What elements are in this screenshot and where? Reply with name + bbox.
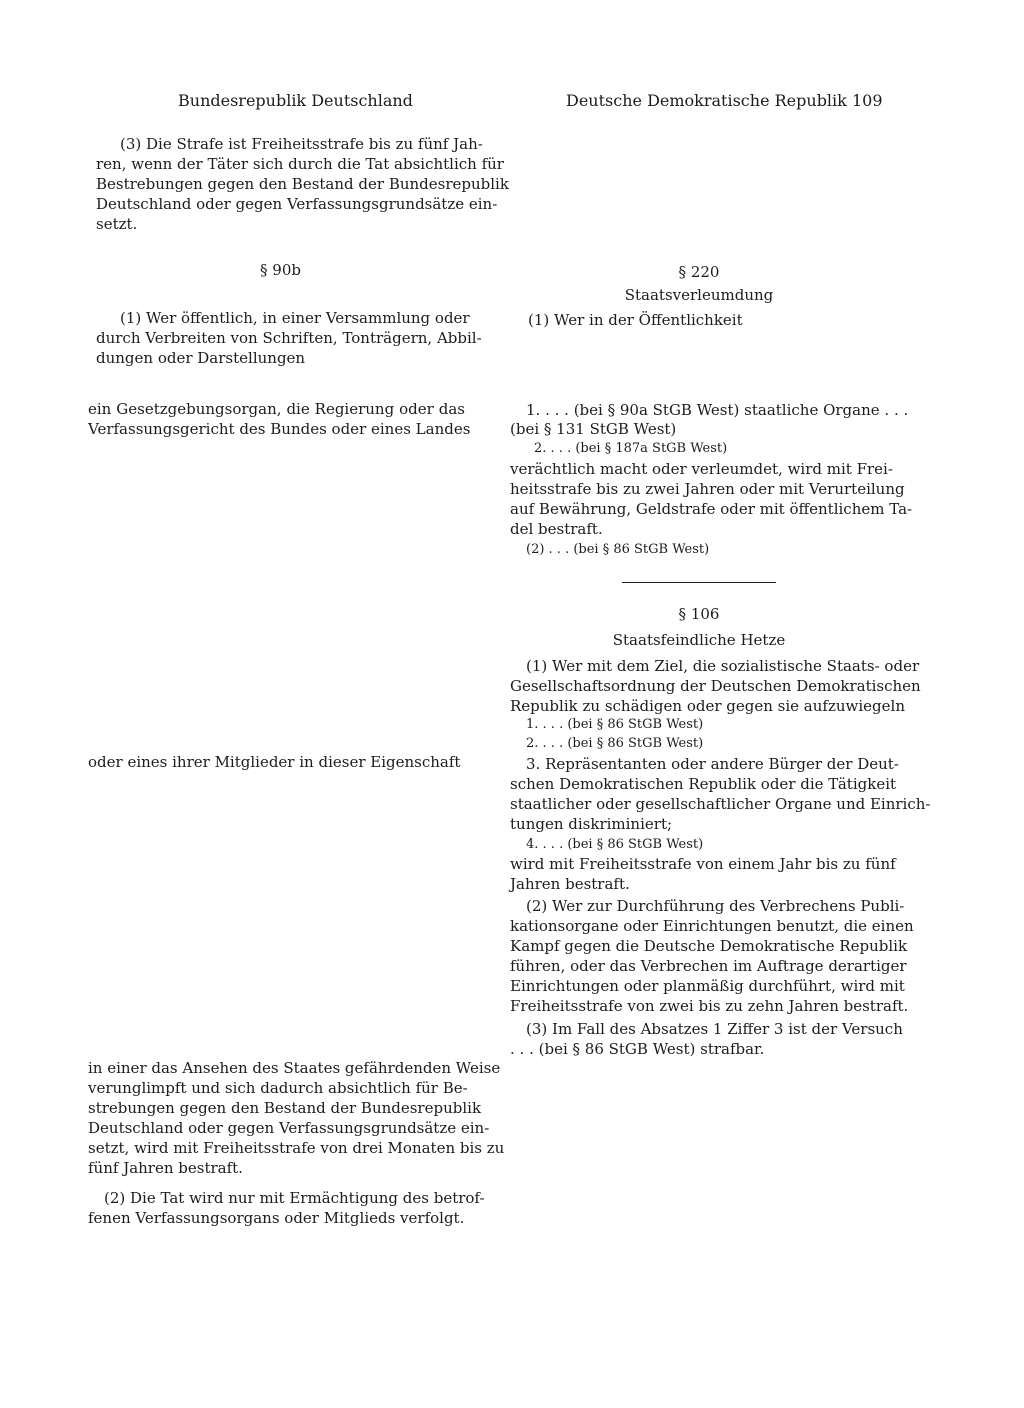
section-106-heading: § 106: [678, 605, 720, 623]
text-line: verunglimpft und sich dadurch absichtlich für Be-: [88, 1079, 468, 1097]
text-line: (3) Die Strafe ist Freiheitsstrafe bis zu fünf Jah-: [120, 135, 483, 153]
text-line: ren, wenn der Täter sich durch die Tat absichtlich für: [96, 155, 504, 173]
left-running-header: Bundesrepublik Deutschland: [178, 91, 413, 110]
text-line: Deutschland oder gegen Verfassungsgrundsätze ein-: [88, 1119, 490, 1137]
right-106-item-2: 2. . . . (bei § 86 StGB West): [526, 736, 704, 751]
text-line: verächtlich macht oder verleumdet, wird mit Frei-: [510, 460, 893, 478]
text-line: durch Verbreiten von Schriften, Tonträgern, Abbil-: [96, 329, 482, 347]
text-line: staatlicher oder gesellschaftlicher Organe und Einrich-: [510, 795, 931, 813]
text-line: ein Gesetzgebungsorgan, die Regierung oder das: [88, 400, 465, 418]
text-line: . . . (bei § 86 StGB West) strafbar.: [510, 1040, 765, 1058]
right-running-header: Deutsche Demokratische Republik: [566, 91, 847, 110]
right-220-paragraph-2: (2) . . . (bei § 86 StGB West): [526, 542, 710, 557]
text-line: setzt, wird mit Freiheitsstrafe von drei Monaten bis zu: [88, 1139, 505, 1157]
right-106-item-4: 4. . . . (bei § 86 StGB West): [526, 837, 704, 852]
text-line: fenen Verfassungsorgans oder Mitglieds verfolgt.: [88, 1209, 465, 1227]
text-line: (2) Die Tat wird nur mit Ermächtigung des betrof-: [104, 1189, 485, 1207]
text-line: führen, oder das Verbrechen im Auftrage derartiger: [510, 957, 907, 975]
text-line: auf Bewährung, Geldstrafe oder mit öffentlichem Ta-: [510, 500, 913, 518]
right-106-item-1: 1. . . . (bei § 86 StGB West): [526, 717, 704, 732]
text-line: Deutschland oder gegen Verfassungsgrundsätze ein-: [96, 195, 498, 213]
text-line: kationsorgane oder Einrichtungen benutzt, die einen: [510, 917, 914, 935]
text-line: 3. Repräsentanten oder andere Bürger der Deut-: [526, 755, 899, 773]
text-line: (1) Wer öffentlich, in einer Versammlung oder: [120, 309, 470, 327]
section-220-heading: § 220: [678, 263, 720, 281]
text-line: in einer das Ansehen des Staates gefährdenden Weise: [88, 1059, 501, 1077]
list-item: (bei § 131 StGB West): [510, 420, 677, 438]
text-line: strebungen gegen den Bestand der Bundesrepublik: [88, 1099, 482, 1117]
text-line: heitsstrafe bis zu zwei Jahren oder mit Verurteilung: [510, 480, 905, 498]
text-line: (3) Im Fall des Absatzes 1 Ziffer 3 ist der Versuch: [526, 1020, 903, 1038]
text-line: schen Demokratischen Republik oder die Tätigkeit: [510, 775, 897, 793]
section-220-title: Staatsverleumdung: [624, 286, 774, 304]
list-item: 2. . . . (bei § 187a StGB West): [534, 441, 728, 456]
text-line: setzt.: [96, 215, 138, 233]
text-line: Jahren bestraft.: [510, 875, 630, 893]
text-line: wird mit Freiheitsstrafe von einem Jahr bis zu fünf: [510, 855, 896, 873]
section-106-title: Staatsfeindliche Hetze: [612, 631, 786, 649]
page-number: 109: [852, 91, 883, 110]
right-220-paragraph-1: (1) Wer in der Öffentlichkeit: [528, 311, 743, 329]
text-line: (2) Wer zur Durchführung des Verbrechens Publi-: [526, 897, 905, 915]
text-line: del bestraft.: [510, 520, 603, 538]
text-line: Verfassungsgericht des Bundes oder eines Landes: [88, 420, 471, 438]
text-line: Republik zu schädigen oder gegen sie aufzuwiegeln: [510, 697, 905, 715]
text-line: tungen diskriminiert;: [510, 815, 673, 833]
text-line: Einrichtungen oder planmäßig durchführt, wird mit: [510, 977, 905, 995]
text-line: Freiheitsstrafe von zwei bis zu zehn Jahren bestraft.: [510, 997, 909, 1015]
text-line: fünf Jahren bestraft.: [88, 1159, 243, 1177]
left-90b-members: oder eines ihrer Mitglieder in dieser Eigenschaft: [88, 753, 461, 771]
section-90b-heading: § 90b: [260, 261, 301, 279]
text-line: dungen oder Darstellungen: [96, 349, 306, 367]
text-line: Bestrebungen gegen den Bestand der Bundesrepublik: [96, 175, 509, 193]
list-item: 1. . . . (bei § 90a StGB West) staatliche Organe . . .: [526, 401, 909, 419]
text-line: (1) Wer mit dem Ziel, die sozialistische Staats- oder: [526, 657, 920, 675]
section-divider: [622, 582, 776, 583]
text-line: Gesellschaftsordnung der Deutschen Demokratischen: [510, 677, 921, 695]
text-line: Kampf gegen die Deutsche Demokratische Republik: [510, 937, 908, 955]
